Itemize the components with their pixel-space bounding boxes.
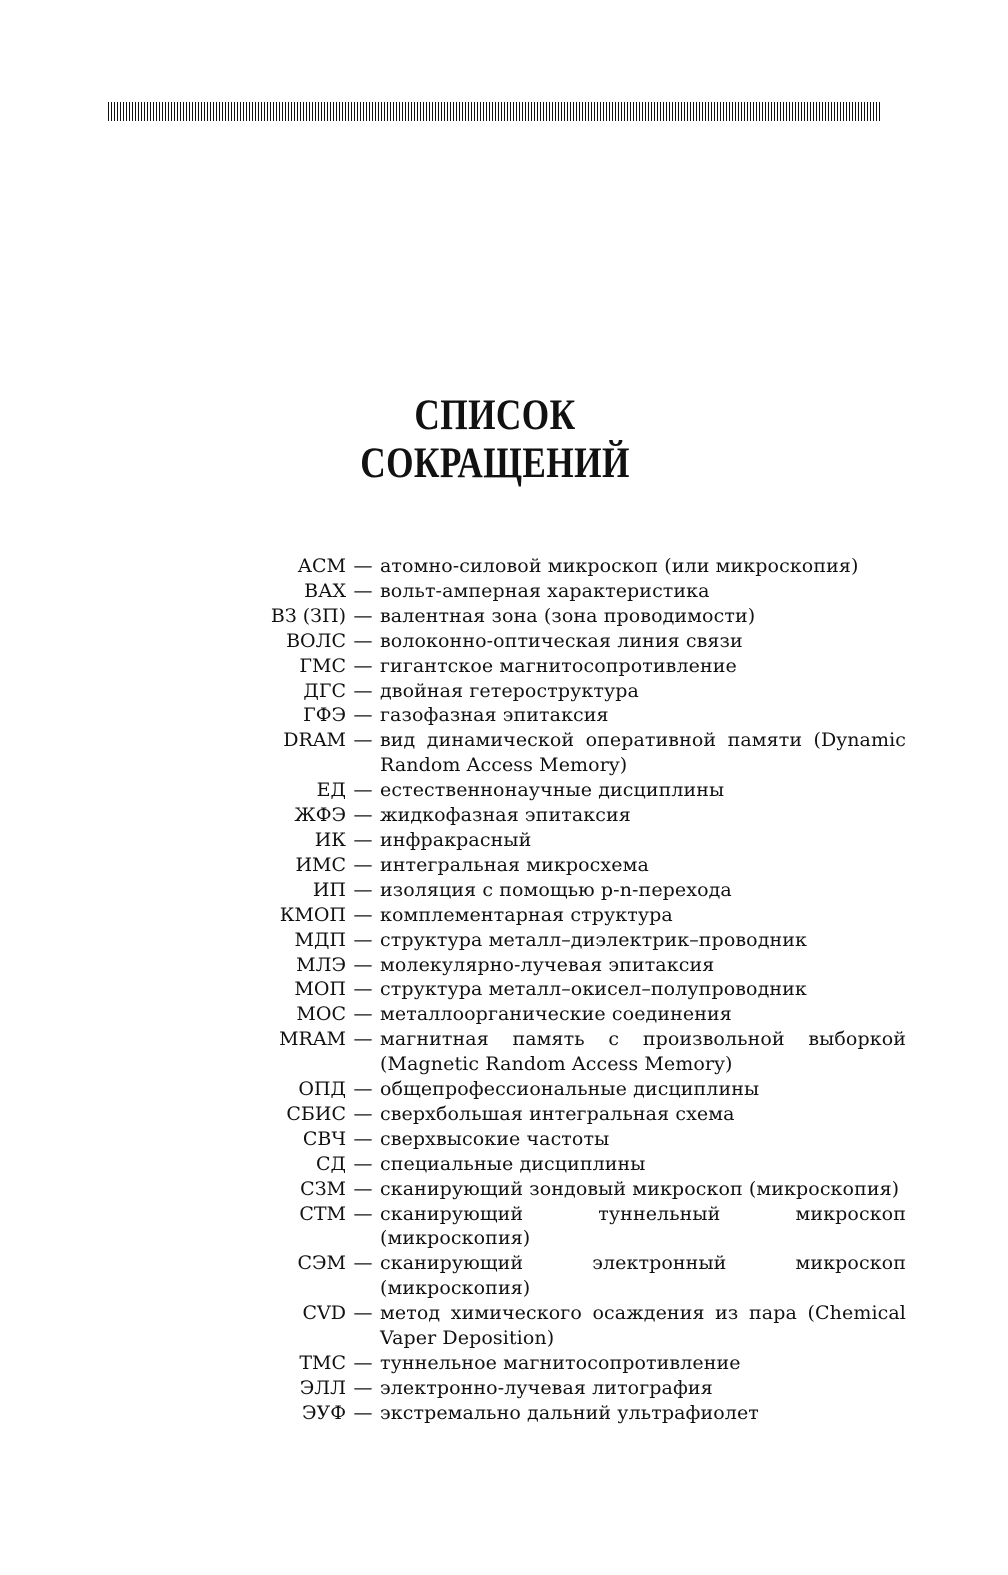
abbreviation-term: СБИС bbox=[286, 1102, 346, 1125]
abbreviation-term: ЭЛЛ bbox=[299, 1376, 346, 1399]
abbreviation-entry bbox=[150, 654, 890, 679]
page-title-line-2: СОКРАЩЕНИЙ bbox=[360, 440, 630, 487]
abbreviation-entry bbox=[150, 977, 890, 1002]
abbreviation-term: ГМС bbox=[299, 654, 346, 677]
page-title-line-1: СПИСОК bbox=[414, 392, 576, 439]
abbreviation-term: СВЧ bbox=[302, 1127, 346, 1150]
abbreviation-definition: сверхбольшая интегральная схема bbox=[380, 1102, 735, 1125]
abbreviation-dash: — bbox=[353, 555, 373, 577]
abbreviation-dash: — bbox=[353, 1302, 373, 1325]
abbreviation-definition: магнитная память с произвольной выборкой (Magnetic Random Access Memory) bbox=[380, 1028, 906, 1076]
abbreviation-dash: — bbox=[353, 1028, 373, 1051]
abbreviation-definition: вид динамической оперативной памяти (Dynamic Random Access Memory) bbox=[380, 729, 906, 777]
abbreviation-term: ГФЭ bbox=[303, 704, 346, 727]
abbreviation-entry bbox=[150, 803, 890, 828]
abbreviation-definition: жидкофазная эпитаксия bbox=[380, 804, 631, 827]
abbreviation-dash: — bbox=[353, 1252, 373, 1275]
abbreviation-term: ТМС bbox=[299, 1352, 346, 1374]
abbreviation-entry bbox=[150, 728, 906, 778]
abbreviation-dash: — bbox=[353, 1401, 373, 1424]
abbreviation-term: ВЗ (ЗП) bbox=[270, 604, 346, 627]
abbreviation-term: ЖФЭ bbox=[294, 804, 346, 827]
abbreviation-definition: структура металл–окисел–полупроводник bbox=[380, 978, 807, 1001]
abbreviation-term: МОС bbox=[296, 1003, 346, 1026]
abbreviation-entry bbox=[150, 1351, 890, 1376]
abbreviation-dash: — bbox=[353, 928, 373, 951]
abbreviation-term: CVD bbox=[302, 1302, 346, 1325]
abbreviation-dash: — bbox=[353, 953, 373, 976]
abbreviation-definition: электронно-лучевая литография bbox=[380, 1376, 713, 1399]
abbreviation-dash: — bbox=[353, 779, 373, 802]
abbreviation-term: СЗМ bbox=[300, 1177, 346, 1200]
abbreviation-dash: — bbox=[353, 1102, 373, 1125]
abbreviation-definition: двойная гетероструктура bbox=[380, 679, 639, 702]
abbreviation-definition: специальные дисциплины bbox=[380, 1152, 646, 1175]
abbreviation-definition: молекулярно-лучевая эпитаксия bbox=[380, 953, 715, 976]
abbreviation-entry bbox=[150, 1251, 906, 1301]
abbreviation-entry bbox=[150, 1127, 890, 1152]
abbreviation-entry bbox=[150, 1401, 890, 1426]
abbreviation-definition: сканирующий туннельный микроскоп (микроскопия) bbox=[380, 1202, 906, 1250]
abbreviation-dash: — bbox=[353, 903, 373, 926]
abbreviation-term: СТМ bbox=[299, 1202, 346, 1225]
abbreviation-definition: валентная зона (зона проводимости) bbox=[380, 604, 756, 627]
abbreviation-term: ВОЛС bbox=[286, 629, 346, 652]
abbreviation-definition: экстремально дальний ультрафиолет bbox=[380, 1401, 759, 1424]
abbreviation-dash: — bbox=[353, 1127, 373, 1150]
abbreviation-definition: сверхвысокие частоты bbox=[380, 1127, 610, 1150]
abbreviation-dash: — bbox=[353, 978, 373, 1001]
abbreviation-dash: — bbox=[353, 1078, 373, 1101]
abbreviation-entry bbox=[150, 1301, 906, 1351]
abbreviation-entry bbox=[150, 629, 890, 654]
abbreviation-term: ИП bbox=[312, 878, 346, 901]
abbreviation-term: DRAM bbox=[283, 729, 346, 752]
abbreviation-term: ОПД bbox=[298, 1078, 346, 1101]
abbreviation-term: ИК bbox=[314, 828, 346, 851]
abbreviation-dash: — bbox=[353, 1352, 373, 1374]
abbreviation-term: МОП bbox=[294, 978, 346, 1001]
abbreviation-dash: — bbox=[353, 878, 373, 901]
abbreviation-entry bbox=[150, 1002, 890, 1027]
abbreviation-entry bbox=[150, 579, 890, 604]
abbreviation-term: ДГС bbox=[303, 679, 346, 702]
abbreviation-definition: сканирующий электронный микроскоп (микроскопия) bbox=[380, 1252, 906, 1300]
abbreviation-term: МЛЭ bbox=[296, 953, 346, 976]
abbreviation-term: КМОП bbox=[279, 903, 346, 926]
abbreviation-dash: — bbox=[353, 1202, 373, 1225]
abbreviation-entry bbox=[150, 953, 890, 978]
abbreviation-dash: — bbox=[353, 729, 373, 752]
abbreviation-term: ЕД bbox=[316, 779, 346, 802]
abbreviation-term: СД bbox=[316, 1152, 346, 1175]
abbreviation-entry bbox=[150, 604, 890, 629]
abbreviation-term: ЭУФ bbox=[301, 1401, 346, 1424]
abbreviation-dash: — bbox=[353, 1376, 373, 1399]
abbreviation-entry bbox=[150, 928, 890, 953]
abbreviation-definition: туннельное магнитосопротивление bbox=[380, 1352, 741, 1374]
abbreviation-definition: метод химического осаждения из пара (Chemical Vaper Deposition) bbox=[380, 1302, 906, 1350]
abbreviation-term: ИМС bbox=[295, 853, 346, 876]
abbreviation-definition: атомно-силовой микроскоп (или микроскопия) bbox=[380, 555, 859, 577]
abbreviation-term: ВАХ bbox=[304, 579, 346, 602]
abbreviation-definition: интегральная микросхема bbox=[380, 853, 649, 876]
abbreviation-definition: сканирующий зондовый микроскоп (микроскопия) bbox=[380, 1177, 900, 1200]
abbreviation-definition: газофазная эпитаксия bbox=[380, 704, 609, 727]
abbreviation-entry bbox=[150, 1102, 890, 1127]
abbreviation-list bbox=[150, 554, 906, 1426]
abbreviation-entry bbox=[150, 828, 890, 853]
abbreviation-dash: — bbox=[353, 679, 373, 702]
abbreviation-entry bbox=[150, 679, 890, 704]
abbreviation-entry bbox=[150, 554, 890, 579]
abbreviation-definition: волоконно-оптическая линия связи bbox=[380, 629, 743, 652]
abbreviation-dash: — bbox=[353, 853, 373, 876]
abbreviation-entry bbox=[150, 1027, 906, 1077]
abbreviation-definition: вольт-амперная характеристика bbox=[380, 579, 710, 602]
abbreviation-entry bbox=[150, 1077, 890, 1102]
abbreviation-entry bbox=[150, 778, 890, 803]
abbreviation-entry bbox=[150, 853, 890, 878]
abbreviation-definition: общепрофессиональные дисциплины bbox=[380, 1078, 760, 1101]
abbreviation-entry bbox=[150, 878, 890, 903]
abbreviation-entry bbox=[150, 1152, 890, 1177]
page-title bbox=[89, 392, 901, 488]
abbreviation-entry bbox=[150, 1177, 900, 1202]
abbreviation-entry bbox=[150, 903, 890, 928]
abbreviation-dash: — bbox=[353, 1152, 373, 1175]
abbreviation-term: АСМ bbox=[297, 555, 346, 577]
abbreviation-dash: — bbox=[353, 1003, 373, 1026]
abbreviation-dash: — bbox=[353, 629, 373, 652]
abbreviation-definition: изоляция с помощью p-n-перехода bbox=[380, 878, 732, 901]
abbreviation-term: MRAM bbox=[279, 1028, 346, 1051]
abbreviation-term: СЭМ bbox=[297, 1252, 346, 1275]
header-rule bbox=[108, 102, 882, 121]
abbreviation-definition: комплементарная структура bbox=[380, 903, 673, 926]
abbreviation-entry bbox=[150, 1202, 906, 1252]
abbreviation-definition: металлоорганические соединения bbox=[380, 1003, 732, 1026]
abbreviation-dash: — bbox=[353, 1177, 373, 1200]
abbreviation-dash: — bbox=[353, 654, 373, 677]
abbreviation-definition: инфракрасный bbox=[380, 828, 532, 851]
abbreviation-dash: — bbox=[353, 604, 373, 627]
abbreviation-dash: — bbox=[353, 804, 373, 827]
abbreviation-entry bbox=[150, 1376, 890, 1401]
abbreviation-entry bbox=[150, 703, 890, 728]
abbreviation-dash: — bbox=[353, 828, 373, 851]
abbreviation-dash: — bbox=[353, 579, 373, 602]
abbreviation-definition: естественнонаучные дисциплины bbox=[380, 779, 725, 802]
abbreviation-definition: структура металл–диэлектрик–проводник bbox=[380, 928, 807, 951]
abbreviation-dash: — bbox=[353, 704, 373, 727]
abbreviation-term: МДП bbox=[294, 928, 346, 951]
abbreviation-definition: гигантское магнитосопротивление bbox=[380, 654, 737, 677]
